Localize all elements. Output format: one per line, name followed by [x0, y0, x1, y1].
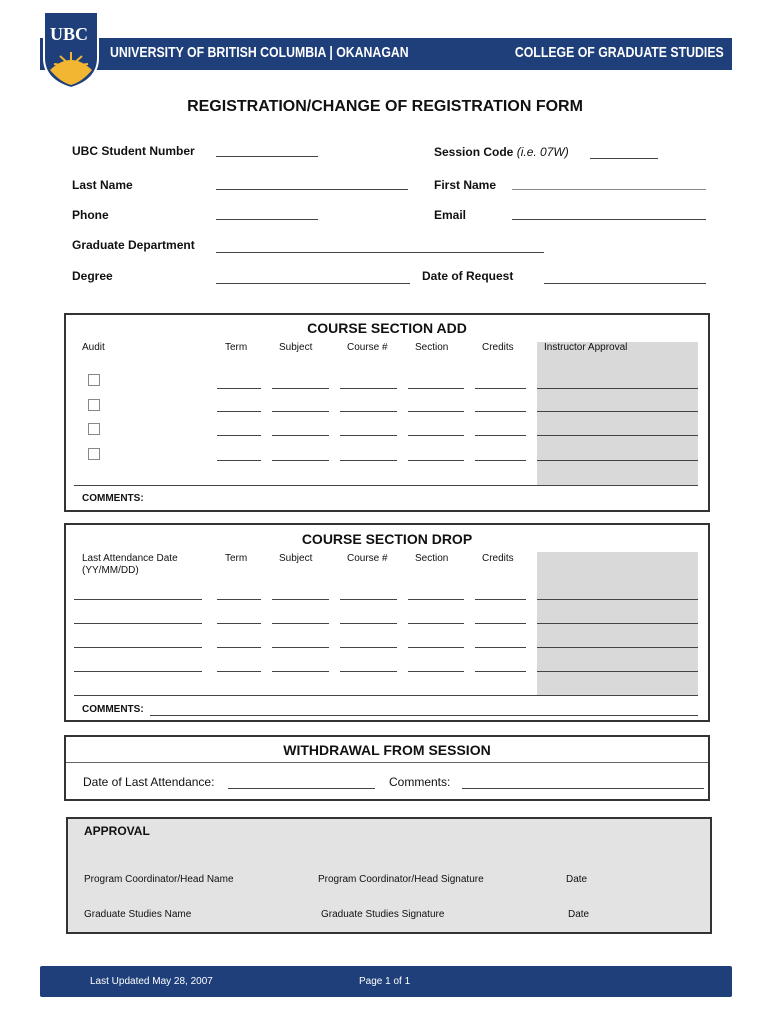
- add-course-field[interactable]: [340, 435, 397, 436]
- add-section-field[interactable]: [408, 435, 464, 436]
- col-course: Course #: [347, 553, 388, 564]
- add-divider: [74, 485, 698, 486]
- drop-course-field[interactable]: [340, 671, 397, 672]
- degree-field[interactable]: [216, 283, 410, 284]
- instructor-approval-column: [537, 342, 698, 486]
- drop-section-field[interactable]: [408, 671, 464, 672]
- drop-grey-field[interactable]: [537, 647, 698, 648]
- logo-text: UBC: [50, 24, 89, 44]
- first-name-label: First Name: [434, 178, 497, 192]
- drop-course-field[interactable]: [340, 623, 397, 624]
- grad-studies-date-label: Date: [568, 909, 590, 920]
- email-field[interactable]: [512, 219, 706, 220]
- grad-studies-name-label: Graduate Studies Name: [84, 909, 192, 920]
- drop-section-field[interactable]: [408, 599, 464, 600]
- drop-course-field[interactable]: [340, 647, 397, 648]
- add-subject-field[interactable]: [272, 460, 329, 461]
- col-course: Course #: [347, 342, 388, 353]
- phone-label: Phone: [72, 208, 109, 222]
- phone-field[interactable]: [216, 219, 318, 220]
- ubc-logo: [42, 10, 100, 90]
- last-name-label: Last Name: [72, 178, 133, 192]
- last-attendance-label: Date of Last Attendance:: [83, 775, 215, 789]
- last-updated: Last Updated May 28, 2007: [90, 976, 213, 987]
- add-section-field[interactable]: [408, 460, 464, 461]
- drop-grey-field[interactable]: [537, 623, 698, 624]
- add-subject-field[interactable]: [272, 388, 329, 389]
- drop-term-field[interactable]: [217, 599, 261, 600]
- session-code-hint: (i.e. 07W): [516, 145, 569, 159]
- add-credits-field[interactable]: [475, 388, 526, 389]
- drop-subject-field[interactable]: [272, 647, 329, 648]
- add-term-field[interactable]: [217, 411, 261, 412]
- page-title: REGISTRATION/CHANGE OF REGISTRATION FORM: [187, 98, 583, 115]
- coordinator-signature-label: Program Coordinator/Head Signature: [318, 874, 484, 885]
- drop-comments-field[interactable]: [150, 715, 698, 716]
- last-attendance-field[interactable]: [228, 788, 375, 789]
- audit-checkbox[interactable]: [88, 374, 100, 386]
- add-credits-field[interactable]: [475, 411, 526, 412]
- col-subject: Subject: [279, 553, 313, 564]
- drop-subject-field[interactable]: [272, 599, 329, 600]
- session-code-field[interactable]: [590, 158, 658, 159]
- last-name-field[interactable]: [216, 189, 408, 190]
- add-course-field[interactable]: [340, 411, 397, 412]
- drop-term-field[interactable]: [217, 623, 261, 624]
- audit-checkbox[interactable]: [88, 423, 100, 435]
- drop-credits-field[interactable]: [475, 647, 526, 648]
- drop-section-field[interactable]: [408, 647, 464, 648]
- withdrawal-comments-field[interactable]: [462, 788, 704, 789]
- col-subject: Subject: [279, 342, 313, 353]
- audit-checkbox[interactable]: [88, 448, 100, 460]
- first-name-field[interactable]: [512, 189, 706, 190]
- grad-studies-signature-label: Graduate Studies Signature: [321, 909, 445, 920]
- degree-label: Degree: [72, 269, 113, 283]
- col-section: Section: [415, 553, 449, 564]
- drop-credits-field[interactable]: [475, 671, 526, 672]
- drop-section-field[interactable]: [408, 623, 464, 624]
- date-of-request-label: Date of Request: [422, 269, 514, 283]
- withdrawal-title: WITHDRAWAL FROM SESSION: [283, 742, 491, 758]
- drop-divider: [74, 695, 698, 696]
- page-number: Page 1 of 1: [359, 976, 411, 987]
- graduate-department-label: Graduate Department: [72, 238, 195, 252]
- graduate-department-field[interactable]: [216, 252, 544, 253]
- withdrawal-comments-label: Comments:: [389, 775, 451, 789]
- drop-date-field[interactable]: [74, 599, 202, 600]
- drop-credits-field[interactable]: [475, 599, 526, 600]
- add-credits-field[interactable]: [475, 460, 526, 461]
- email-label: Email: [434, 208, 467, 222]
- coordinator-date-label: Date: [566, 874, 588, 885]
- drop-date-field[interactable]: [74, 623, 202, 624]
- student-number-label: UBC Student Number: [72, 144, 195, 158]
- add-course-field[interactable]: [340, 460, 397, 461]
- add-approval-field[interactable]: [537, 460, 698, 461]
- drop-term-field[interactable]: [217, 647, 261, 648]
- session-code-label: [434, 145, 569, 159]
- audit-checkbox[interactable]: [88, 399, 100, 411]
- drop-date-field[interactable]: [74, 647, 202, 648]
- col-section: Section: [415, 342, 449, 353]
- add-approval-field[interactable]: [537, 411, 698, 412]
- drop-course-field[interactable]: [340, 599, 397, 600]
- add-term-field[interactable]: [217, 460, 261, 461]
- withdrawal-divider: [66, 762, 708, 763]
- session-code-text: Session Code: [434, 145, 514, 159]
- student-number-field[interactable]: [216, 156, 318, 157]
- col-credits: Credits: [482, 342, 514, 353]
- add-section-field[interactable]: [408, 411, 464, 412]
- drop-term-field[interactable]: [217, 671, 261, 672]
- course-add-title: COURSE SECTION ADD: [307, 320, 467, 336]
- add-term-field[interactable]: [217, 388, 261, 389]
- add-approval-field[interactable]: [537, 388, 698, 389]
- drop-date-field[interactable]: [74, 671, 202, 672]
- drop-grey-column: [537, 552, 698, 696]
- drop-comments-label: COMMENTS:: [82, 704, 144, 715]
- add-subject-field[interactable]: [272, 411, 329, 412]
- col-credits: Credits: [482, 553, 514, 564]
- date-of-request-field[interactable]: [544, 283, 706, 284]
- approval-title: APPROVAL: [84, 824, 150, 838]
- add-comments-label: COMMENTS:: [82, 493, 144, 504]
- add-credits-field[interactable]: [475, 435, 526, 436]
- col-last-attendance: Last Attendance Date: [82, 553, 178, 564]
- college-name: COLLEGE OF GRADUATE STUDIES: [515, 44, 724, 61]
- drop-subject-field[interactable]: [272, 671, 329, 672]
- add-subject-field[interactable]: [272, 435, 329, 436]
- drop-grey-field[interactable]: [537, 599, 698, 600]
- col-instructor-approval: Instructor Approval: [544, 342, 628, 353]
- col-last-attendance-format: (YY/MM/DD): [82, 565, 139, 576]
- col-audit: Audit: [82, 342, 105, 353]
- course-drop-title: COURSE SECTION DROP: [301, 531, 473, 547]
- drop-credits-field[interactable]: [475, 623, 526, 624]
- add-approval-field[interactable]: [537, 435, 698, 436]
- col-term: Term: [225, 553, 248, 564]
- drop-grey-field[interactable]: [537, 671, 698, 672]
- col-term: Term: [225, 342, 248, 353]
- add-section-field[interactable]: [408, 388, 464, 389]
- coordinator-name-label: Program Coordinator/Head Name: [84, 874, 234, 885]
- add-course-field[interactable]: [340, 388, 397, 389]
- drop-subject-field[interactable]: [272, 623, 329, 624]
- university-name: UNIVERSITY OF BRITISH COLUMBIA | OKANAGAN: [110, 44, 409, 61]
- add-term-field[interactable]: [217, 435, 261, 436]
